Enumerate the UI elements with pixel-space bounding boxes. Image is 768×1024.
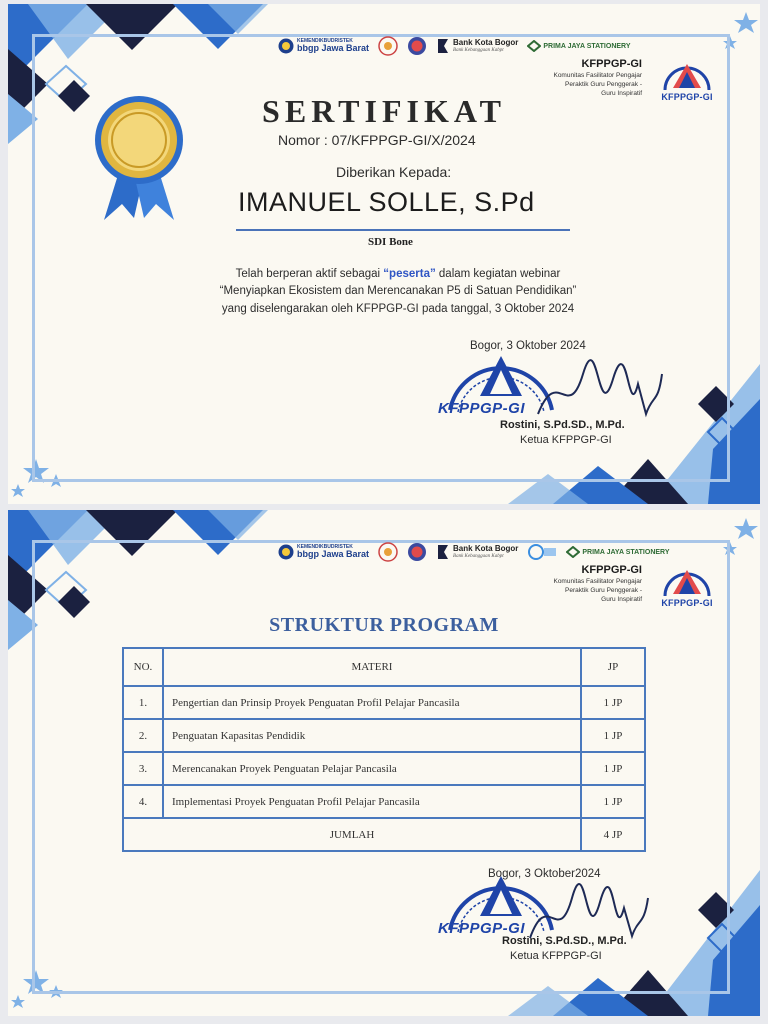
row-jp: 1 JP	[581, 719, 645, 752]
kemdik-line2: bbgp Jawa Barat	[297, 549, 370, 559]
prima-text: PRIMA JAYA STATIONERY	[543, 42, 631, 50]
table-total-row	[123, 818, 645, 851]
school-name: SDI Bone	[368, 236, 413, 248]
certificate-description	[138, 266, 658, 318]
certificate-title: SERTIFIKAT	[262, 93, 506, 129]
program-page	[8, 510, 760, 1016]
kfppgp-emblem-icon	[659, 58, 715, 96]
org-description: Komunitas Fasilitator Pengajar Peraktik Guru Penggerak - Guru Inspiratif	[553, 72, 642, 97]
prima-jaya-logo	[527, 40, 630, 52]
row-no: 3.	[123, 752, 163, 785]
prima-text: PRIMA JAYA STATIONERY	[582, 548, 670, 556]
kfppgp-emblem-icon	[659, 564, 715, 602]
bank-icon	[436, 37, 450, 55]
desc-line-3: yang diselengarakan oleh KFPPGP-GI pada tanggal, 3 Oktober 2024	[221, 302, 575, 315]
row-no: 1.	[123, 686, 163, 719]
emblem-icon	[378, 542, 398, 562]
header-materi: MATERI	[163, 648, 581, 686]
sponsor-logos	[278, 34, 631, 58]
total-label: JUMLAH	[123, 818, 581, 851]
org-name: KFPPGP-GI	[581, 564, 642, 576]
bank-kota-bogor-logo	[436, 543, 518, 561]
certificate-number: Nomor : 07/KFPPGP-GI/X/2024	[278, 132, 476, 148]
org-description: Komunitas Fasilitator Pengajar Peraktik Guru Penggerak - Guru Inspiratif	[553, 578, 642, 603]
row-materi: Merencanakan Proyek Penguatan Pelajar Pancasila	[163, 752, 581, 785]
tut-wuri-icon	[278, 544, 294, 560]
certificate-page	[8, 4, 760, 504]
bank-name: Bank Kota Bogor	[453, 544, 519, 554]
given-to-label: Diberikan Kepada:	[336, 164, 452, 180]
stamp-label: KFPPGP-GI	[438, 920, 526, 937]
signer-name: Rostini, S.Pd.SD., M.Pd.	[500, 419, 625, 431]
row-no: 4.	[123, 785, 163, 818]
row-jp: 1 JP	[581, 686, 645, 719]
sponsor-logos	[278, 540, 670, 564]
signer-role: Ketua KFPPGP-GI	[510, 950, 602, 962]
bank-tagline: Bank Kebanggaan Kabpt	[453, 553, 504, 559]
row-jp: 1 JP	[581, 785, 645, 818]
row-materi: Pengertian dan Prinsip Proyek Penguatan Profil Pelajar Pancasila	[163, 686, 581, 719]
emblem-icon	[378, 36, 398, 56]
desc-line-1-pre: Telah berperan aktif sebagai	[235, 268, 384, 280]
tut-wuri-icon	[278, 38, 294, 54]
kfppgp-logo	[648, 564, 726, 608]
desc-line-1	[138, 266, 658, 283]
bank-tagline: Bank Kebanggaan Kabpt	[453, 47, 504, 53]
kemendikbud-logo	[278, 544, 369, 560]
total-jp: 4 JP	[581, 818, 645, 851]
desc-line-2: “Menyiapkan Ekosistem dan Merencanakan P5 di Satuan Pendidikan”	[219, 285, 577, 298]
name-underline	[236, 229, 570, 231]
stamp-label: KFPPGP-GI	[438, 400, 526, 417]
recipient-name: IMANUEL SOLLE, S.Pd	[238, 187, 535, 217]
kemdik-line1: KEMENDIKBUDRISTEK	[297, 544, 353, 550]
signature-place-date: Bogor, 3 Oktober 2024	[470, 340, 586, 352]
header-jp: JP	[581, 648, 645, 686]
kfppgp-logo-label: KFPPGP-GI	[661, 598, 713, 608]
kemdik-line1: KEMENDIKBUDRISTEK	[297, 38, 353, 44]
bank-kota-bogor-logo	[436, 37, 518, 55]
table-row	[123, 719, 645, 752]
kemdik-line2: bbgp Jawa Barat	[297, 43, 370, 53]
prima-icon	[527, 40, 541, 52]
prima-jaya-logo	[566, 546, 669, 558]
desc-line-1-post: dalam kegiatan webinar	[435, 268, 561, 280]
bank-name: Bank Kota Bogor	[453, 38, 519, 48]
kemendikbud-logo	[278, 38, 369, 54]
program-table	[122, 647, 646, 852]
row-no: 2.	[123, 719, 163, 752]
program-title: STRUKTUR PROGRAM	[269, 614, 499, 636]
seal-icon	[407, 36, 427, 56]
signer-role: Ketua KFPPGP-GI	[520, 434, 612, 446]
row-materi: Implementasi Proyek Penguatan Profil Pelajar Pancasila	[163, 785, 581, 818]
table-row	[123, 686, 645, 719]
header-no: NO.	[123, 648, 163, 686]
partner-logo-icon	[527, 543, 557, 561]
signer-name: Rostini, S.Pd.SD., M.Pd.	[502, 935, 627, 947]
signature-place-date: Bogor, 3 Oktober2024	[488, 868, 601, 880]
org-block	[550, 564, 726, 608]
kfppgp-logo-label: KFPPGP-GI	[661, 92, 713, 102]
row-jp: 1 JP	[581, 752, 645, 785]
table-header-row	[123, 648, 645, 686]
prima-icon	[566, 546, 580, 558]
desc-role: “peserta”	[383, 268, 436, 280]
org-name: KFPPGP-GI	[581, 58, 642, 70]
row-materi: Penguatan Kapasitas Pendidik	[163, 719, 581, 752]
table-row	[123, 752, 645, 785]
bank-icon	[436, 543, 450, 561]
table-row	[123, 785, 645, 818]
seal-icon	[407, 542, 427, 562]
